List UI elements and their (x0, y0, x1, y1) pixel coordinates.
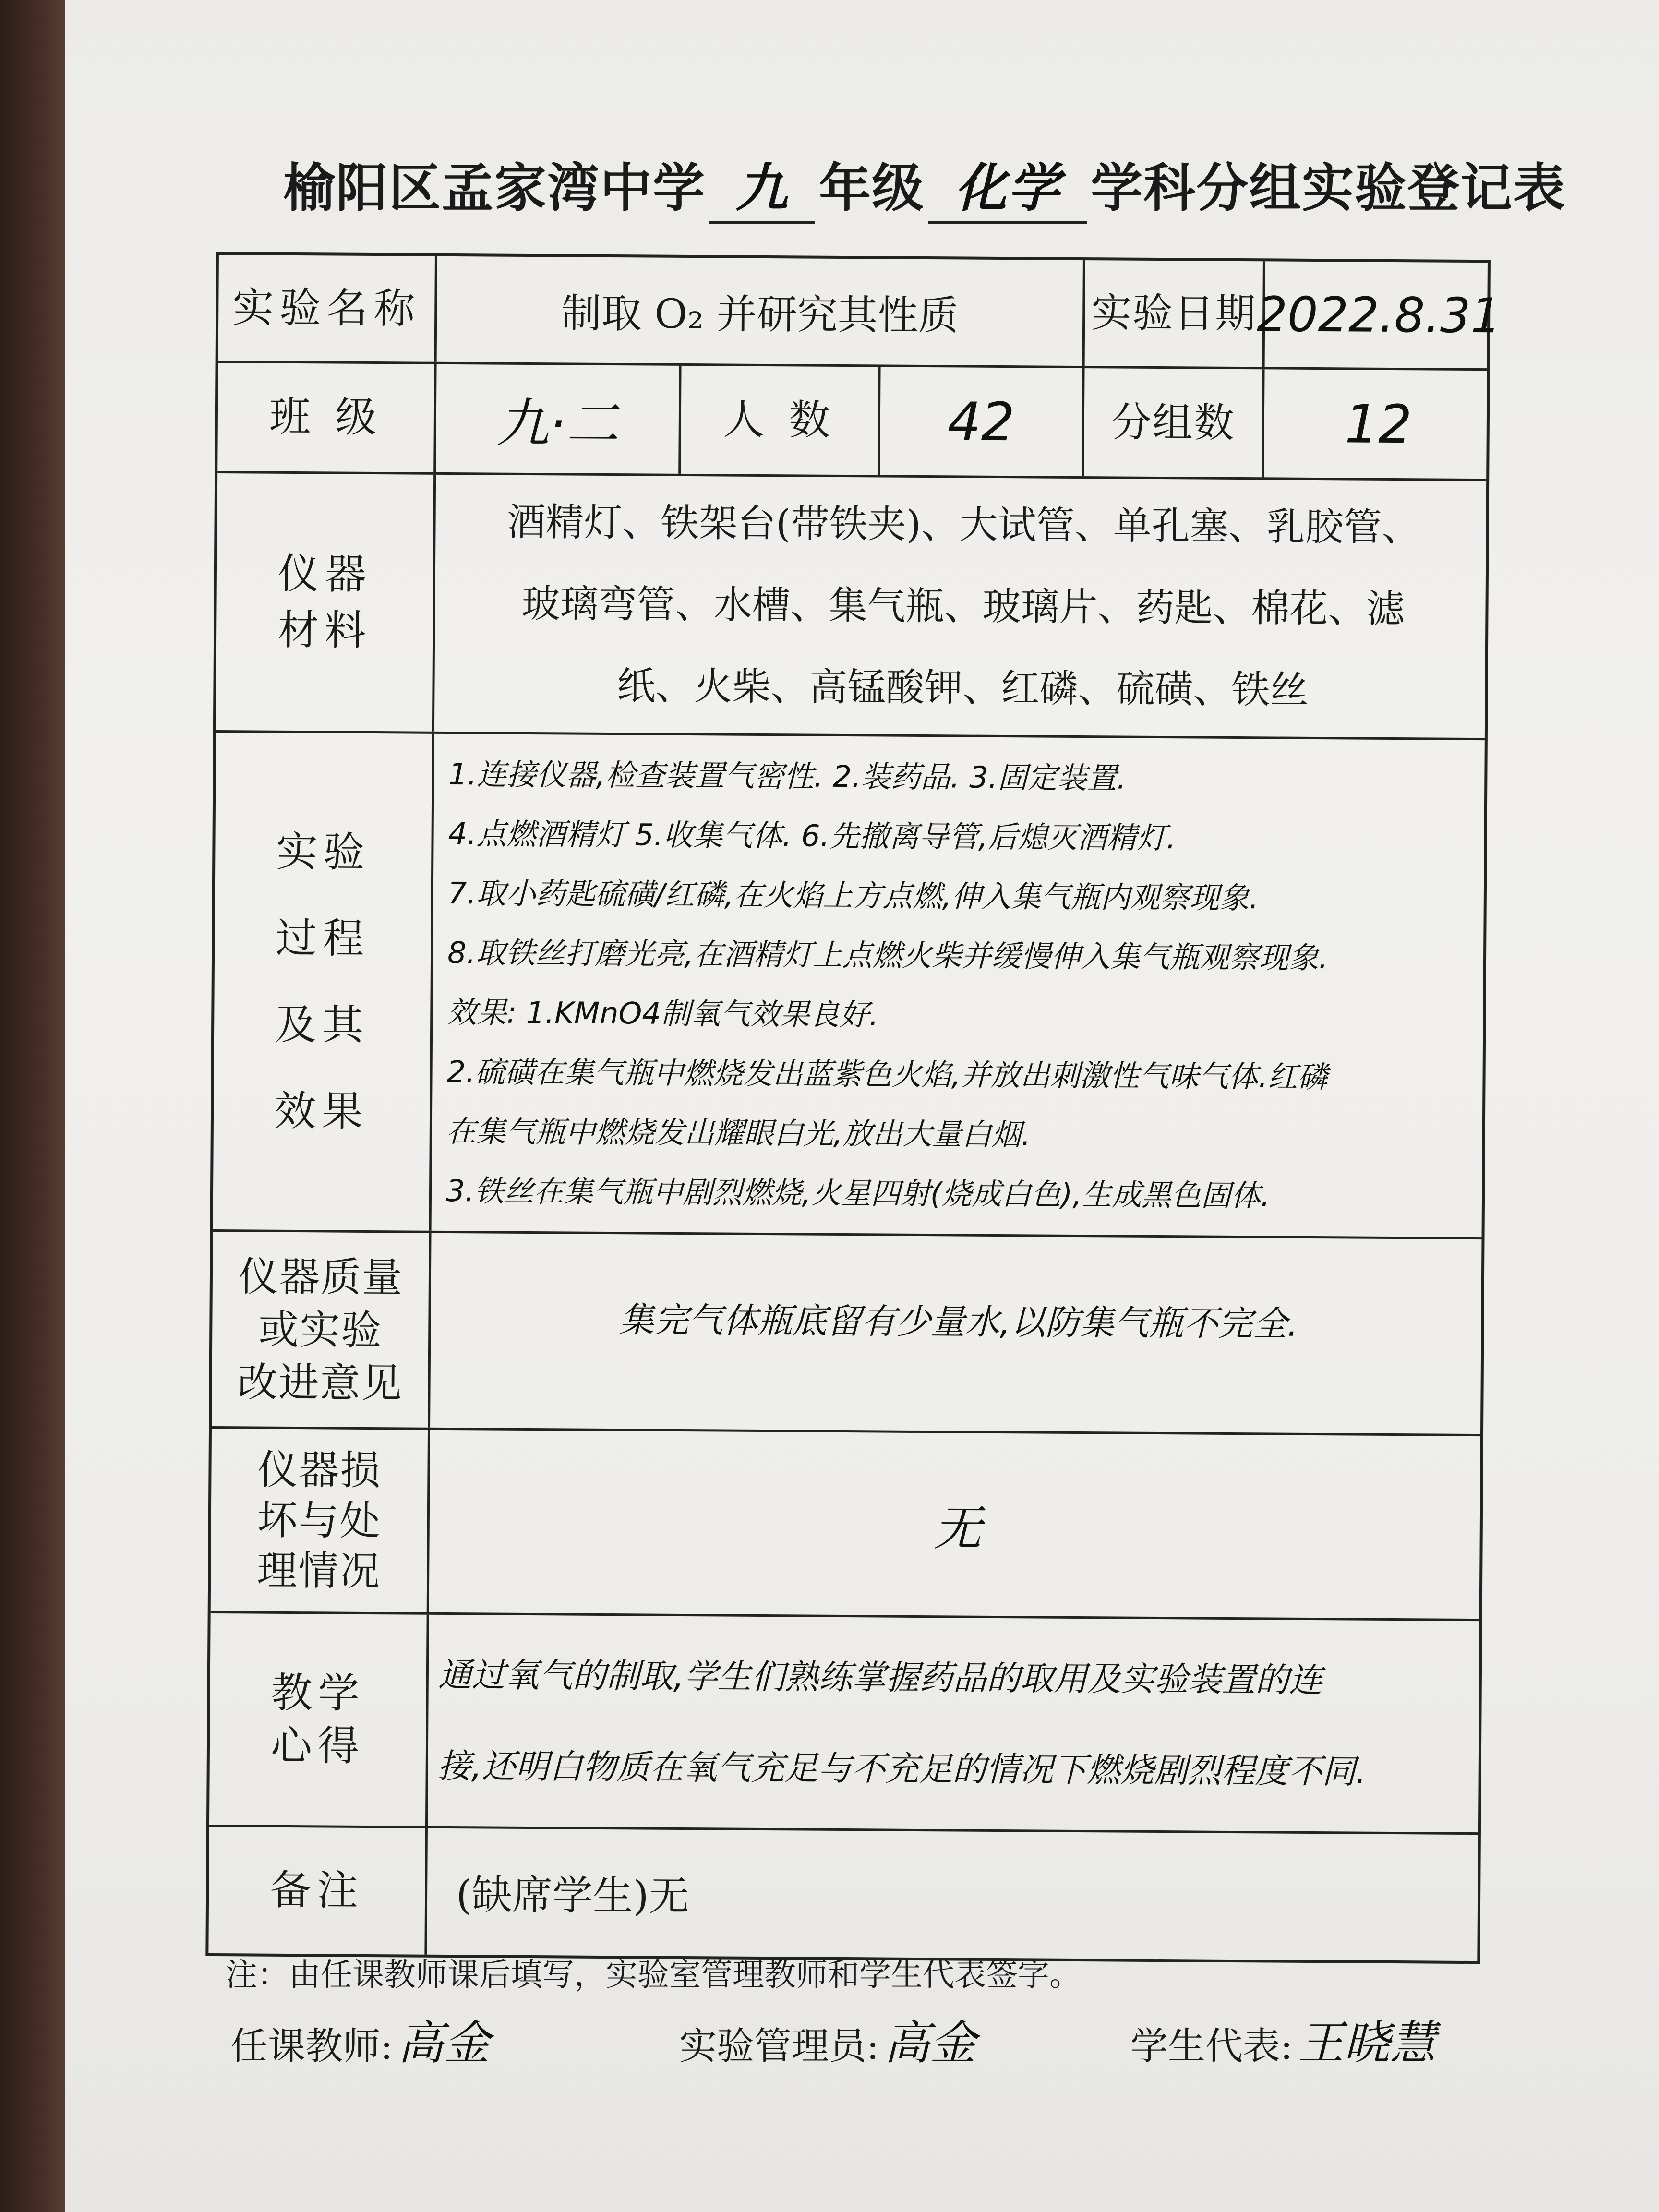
groups-value: 12 (1344, 393, 1412, 455)
groups-label: 分组数 (1111, 398, 1236, 446)
experiment-date-label: 实验日期 (1091, 289, 1257, 337)
count-value-cell (880, 367, 1084, 476)
process-line: 1.连接仪器,检查装置气密性. 2.装药品. 3.固定装置. (448, 756, 1127, 796)
admin-signature: 高金 (884, 2016, 976, 2070)
process-label-line-2: 过程 (275, 914, 370, 963)
reflection-label-cell (209, 1613, 429, 1826)
desk-background (0, 0, 67, 2212)
teacher-signature: 高金 (397, 2016, 490, 2070)
quality-value: 集完气体瓶底留有少量水,以防集气瓶不完全. (619, 1299, 1298, 1344)
title-grade: 九 (709, 146, 815, 224)
row-damage (211, 1429, 1480, 1621)
student-label: 学生代表: (1130, 2025, 1293, 2068)
remarks-value-cell (427, 1828, 1484, 1961)
damage-label-line-2: 坏与处 (257, 1496, 382, 1544)
materials-line: 酒精灯、铁架台(带铁夹)、大试管、单孔塞、乳胶管、 (507, 499, 1421, 550)
row-reflection (209, 1613, 1479, 1835)
experiment-name-label: 实验名称 (232, 284, 421, 333)
reflection-label-line-2: 心得 (270, 1721, 365, 1770)
class-value: 九·二 (496, 392, 619, 455)
footer-note: 注：由任课教师课后填写，实验室管理教师和学生代表签字。 (226, 1956, 1081, 1993)
damage-value-cell (429, 1430, 1486, 1619)
row-remarks (208, 1827, 1478, 1961)
damage-label-cell (211, 1429, 430, 1612)
experiment-name-value: 制取 O₂ 并研究其性质 (561, 289, 959, 339)
process-line: 8.取铁丝打磨光亮,在酒精灯上点燃火柴并缓慢伸入集气瓶观察现象. (447, 935, 1328, 975)
title-suffix: 学科分组实验登记表 (1091, 158, 1566, 218)
experiment-date-label-cell (1085, 260, 1265, 367)
row-experiment-name (218, 255, 1502, 371)
process-label-line-1: 实验 (276, 828, 371, 877)
materials-line: 纸、火柴、高锰酸钾、红磷、硫磺、铁丝 (617, 663, 1309, 712)
experiment-date-value: 2022.8.31 (1256, 286, 1502, 344)
reflection-value-cell (428, 1615, 1485, 1832)
remarks-value: (缺席学生)无 (456, 1871, 689, 1920)
reflection-line: 通过氧气的制取,学生们熟练掌握药品的取用及实验装置的连 (438, 1655, 1323, 1700)
admin-signature-block (679, 2007, 976, 2072)
count-label: 人 数 (722, 396, 836, 445)
experiment-name-label-cell (218, 255, 437, 362)
process-line: 7.取小药匙硫磺/红磷,在火焰上方点燃,伸入集气瓶内观察现象. (447, 875, 1259, 915)
materials-label-line-1: 仪器 (277, 550, 373, 599)
title-prefix: 榆阳区孟家湾中学 (283, 158, 706, 218)
row-quality (212, 1232, 1481, 1436)
process-label-cell (213, 733, 434, 1231)
class-label: 班 级 (269, 393, 383, 442)
count-label-cell (681, 366, 880, 475)
process-label-line-4: 效果 (274, 1087, 369, 1136)
reflection-label-line-1: 教学 (271, 1669, 365, 1718)
damage-label-line-3: 理情况 (256, 1547, 381, 1595)
groups-value-cell (1264, 369, 1492, 479)
experiment-date-value-cell (1256, 261, 1502, 368)
row-class-info (217, 363, 1487, 481)
process-line: 在集气瓶中燃烧发出耀眼白光,放出大量白烟. (446, 1113, 1031, 1152)
remarks-label: 备注 (269, 1866, 364, 1915)
quality-label-line-3: 改进意见 (237, 1358, 403, 1407)
page-title (283, 146, 1579, 218)
process-label-line-3: 及其 (275, 1000, 370, 1049)
paper-sheet (65, 0, 1659, 2212)
process-line: 3.铁丝在集气瓶中剧烈燃烧,火星四射(烧成白色),生成黑色固体. (445, 1173, 1270, 1213)
quality-value-cell (430, 1233, 1487, 1434)
reflection-line: 接,还明白物质在氧气充足与不充足的情况下燃烧剧烈程度不同. (437, 1746, 1367, 1791)
admin-label: 实验管理员: (679, 2025, 879, 2068)
experiment-name-value-cell (437, 256, 1085, 366)
remarks-label-cell (208, 1827, 428, 1955)
materials-value-cell (434, 475, 1492, 738)
row-process (213, 733, 1485, 1239)
materials-label-line-2: 材料 (277, 606, 372, 655)
title-subject: 化学 (928, 146, 1087, 224)
damage-value: 无 (933, 1500, 982, 1557)
teacher-signature-block (230, 2007, 490, 2072)
groups-label-cell (1084, 368, 1264, 477)
quality-label-line-1: 仪器质量 (238, 1252, 404, 1301)
student-signature-block (1130, 2007, 1436, 2072)
class-label-cell (217, 363, 436, 472)
damage-label-line-1: 仪器损 (257, 1446, 382, 1494)
materials-label-cell (216, 473, 436, 732)
title-grade-suffix: 年级 (819, 158, 925, 218)
registration-table (205, 252, 1502, 1964)
student-signature: 王晓慧 (1298, 2016, 1436, 2070)
process-line: 4.点燃酒精灯 5.收集气体. 6.先撤离导管,后熄灭酒精灯. (448, 816, 1176, 855)
count-value: 42 (947, 390, 1015, 453)
class-value-cell (436, 364, 681, 474)
process-value-cell (432, 734, 1491, 1237)
row-materials (216, 473, 1486, 740)
process-line: 效果: 1.KMnO4制氧气效果良好. (447, 994, 879, 1032)
quality-label-line-2: 或实验 (258, 1306, 383, 1354)
quality-label-cell (212, 1232, 431, 1428)
materials-line: 玻璃弯管、水槽、集气瓶、玻璃片、药匙、棉花、滤 (521, 581, 1405, 631)
teacher-label: 任课教师: (230, 2025, 393, 2068)
process-line: 2.硫磺在集气瓶中燃烧发出蓝紫色火焰,并放出刺激性气味气体.红磷 (446, 1054, 1328, 1094)
